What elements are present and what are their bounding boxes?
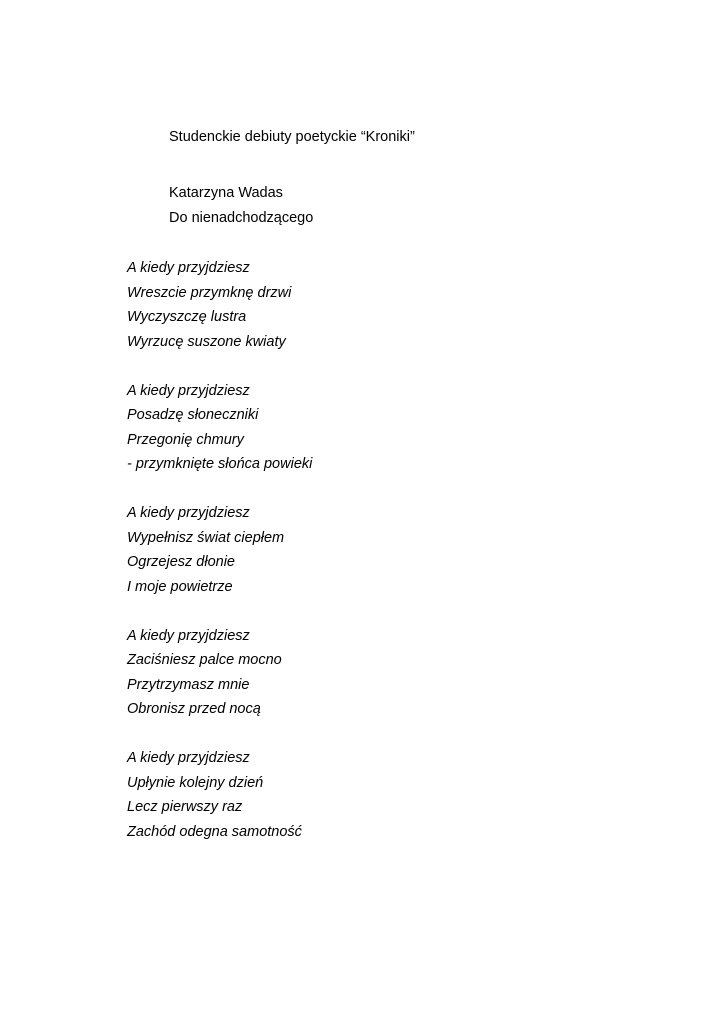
verse-line: Wyczyszczę lustra bbox=[127, 309, 247, 325]
verse-line: A kiedy przyjdziesz bbox=[127, 505, 250, 521]
stanza-4 bbox=[127, 624, 312, 722]
verse-line: Obronisz przed nocą bbox=[127, 701, 261, 717]
stanza-3 bbox=[127, 501, 312, 599]
poem-title: Do nienadchodzącego bbox=[169, 210, 314, 226]
verse-line: Lecz pierwszy raz bbox=[127, 799, 243, 815]
verse-line: A kiedy przyjdziesz bbox=[127, 382, 250, 399]
series-title: Studenckie debiuty poetyckie “Kroniki” bbox=[169, 129, 415, 145]
stanza-2 bbox=[127, 379, 312, 477]
verse-line: A kiedy przyjdziesz bbox=[127, 750, 250, 766]
verse-line: Upłynie kolejny dzień bbox=[127, 774, 264, 791]
verse-line: Ogrzejesz dłonie bbox=[127, 554, 235, 570]
stanza-1 bbox=[127, 256, 312, 354]
verse-line: Przegonię chmury bbox=[127, 431, 244, 448]
verse-line: Przytrzymasz mnie bbox=[127, 676, 250, 693]
verse-line: Wyrzucę suszone kwiaty bbox=[127, 333, 286, 350]
verse-line: A kiedy przyjdziesz bbox=[127, 260, 250, 276]
verse-line: Wreszcie przymknę drzwi bbox=[127, 284, 292, 301]
verse-line: Wypełnisz świat ciepłem bbox=[127, 529, 285, 546]
verse-line: - przymknięte słońca powieki bbox=[127, 456, 313, 472]
verse-line: I moje powietrze bbox=[127, 578, 233, 595]
verse-line: A kiedy przyjdziesz bbox=[127, 627, 250, 644]
poem-body bbox=[127, 256, 312, 869]
verse-line: Posadzę słoneczniki bbox=[127, 407, 259, 423]
stanza-5 bbox=[127, 746, 312, 844]
author-name: Katarzyna Wadas bbox=[169, 185, 283, 201]
verse-line: Zaciśniesz palce mocno bbox=[127, 652, 282, 668]
verse-line: Zachód odegna samotność bbox=[127, 823, 302, 840]
